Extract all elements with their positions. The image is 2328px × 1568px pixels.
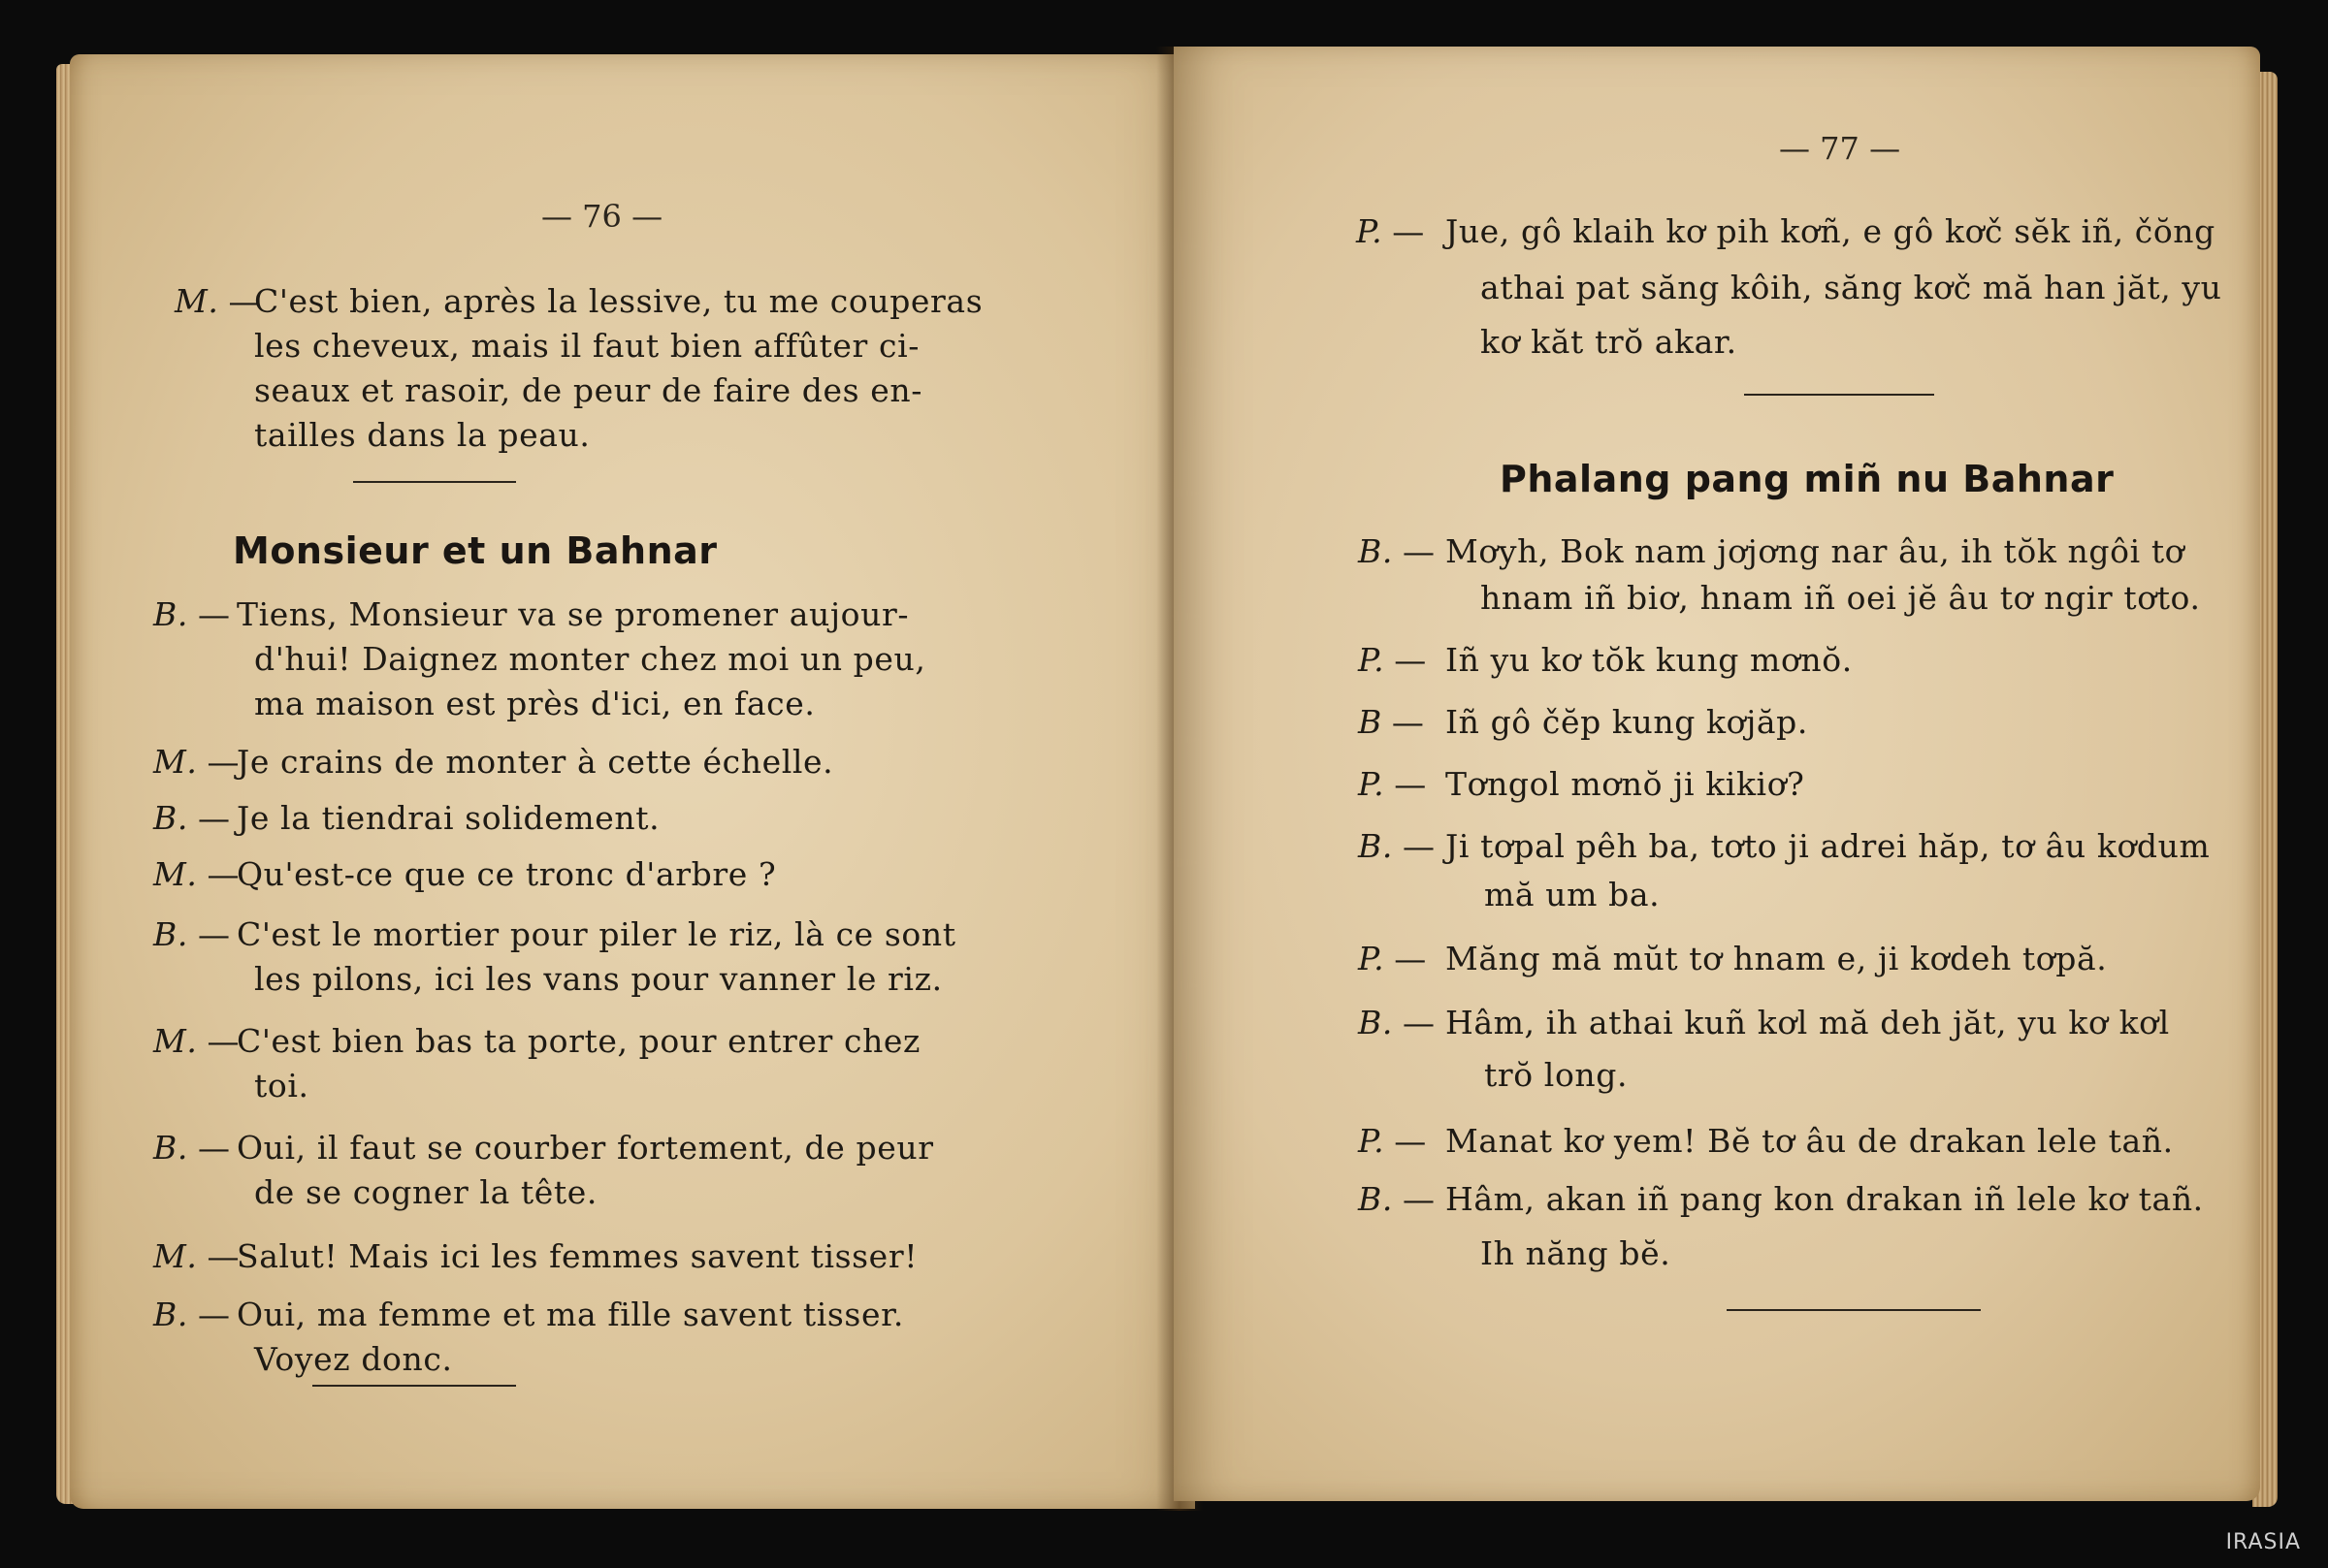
dialogue-line: Hâm, akan iñ pang kon drakan iñ lele kơ tañ. [1445, 1180, 2204, 1218]
dialogue-line: Salut! Mais ici les femmes savent tisser! [237, 1237, 919, 1275]
dialogue-line: Iñ gô čĕp kung kơjăp. [1445, 703, 1808, 741]
dialogue-line: Iñ yu kơ tŏk kung mơnŏ. [1445, 641, 1853, 679]
dialogue-line: hnam iñ biơ, hnam iñ oei jĕ âu tơ ngir tơto. [1480, 579, 2201, 617]
section-divider [1727, 1309, 1981, 1311]
speaker-label: B. — [1358, 1180, 1436, 1218]
dialogue-line: les cheveux, mais il faut bien affûter ci- [254, 327, 920, 365]
speaker-label: B. — [153, 915, 231, 953]
section-heading: Phalang pang miñ nu Bahnar [1500, 458, 2115, 500]
dialogue-line: trŏ long. [1484, 1056, 1629, 1094]
open-book [50, 47, 2272, 1520]
speaker-label: M. — [175, 282, 262, 320]
dialogue-line: Tiens, Monsieur va se promener aujour- [237, 595, 910, 633]
section-divider [353, 481, 516, 483]
dialogue-line: C'est bien bas ta porte, pour entrer chez [237, 1022, 922, 1060]
dialogue-line: Manat kơ yem! Bĕ tơ âu de drakan lele tañ. [1445, 1122, 2174, 1160]
dialogue-line: seaux et rasoir, de peur de faire des en- [254, 371, 923, 409]
page-number: — 77 — [1779, 130, 1901, 167]
speaker-label: B. — [1358, 1004, 1436, 1041]
dialogue-line: Je crains de monter à cette échelle. [237, 743, 834, 781]
dialogue-line: Oui, ma femme et ma fille savent tisser. [237, 1296, 904, 1333]
speaker-label: M. — [153, 1022, 241, 1060]
dialogue-line: Voyez donc. [254, 1340, 453, 1378]
left-page [70, 54, 1195, 1509]
dialogue-line: Ji tơpal pêh ba, tơto ji adrei hăp, tơ âu kơdum [1445, 827, 2211, 865]
dialogue-line: d'hui! Daignez monter chez moi un peu, [254, 640, 926, 678]
dialogue-line: Tơngol mơnŏ ji kikiơ? [1445, 765, 1805, 803]
speaker-label: P. — [1358, 641, 1427, 679]
section-heading: Monsieur et un Bahnar [233, 529, 718, 572]
dialogue-line: Măng mă mŭt tơ hnam e, ji kơdeh tơpă. [1445, 940, 2108, 977]
dialogue-line: Oui, il faut se courber fortement, de peur [237, 1129, 934, 1167]
section-divider [1744, 394, 1934, 396]
right-page [1174, 47, 2260, 1501]
dialogue-line: Je la tiendrai solidement. [237, 799, 661, 837]
speaker-label: B. — [153, 595, 231, 633]
watermark: IRASIA [2225, 1530, 2301, 1554]
speaker-label: P. — [1356, 212, 1425, 250]
dialogue-line: C'est bien, après la lessive, tu me couperas [254, 282, 984, 320]
dialogue-line: ma maison est près d'ici, en face. [254, 685, 816, 722]
dialogue-line: Ih năng bĕ. [1480, 1234, 1671, 1272]
speaker-label: B. — [153, 799, 231, 837]
speaker-label: B. — [153, 1296, 231, 1333]
dialogue-line: de se cogner la tête. [254, 1173, 598, 1211]
dialogue-line: kơ kăt trŏ akar. [1480, 323, 1737, 361]
speaker-label: M. — [153, 743, 241, 781]
speaker-label: P. — [1358, 1122, 1427, 1160]
speaker-label: M. — [153, 855, 241, 893]
speaker-label: M. — [153, 1237, 241, 1275]
dialogue-line: Jue, gô klaih kơ pih kơñ, e gô kơč sĕk iñ, čŏng [1445, 212, 2215, 250]
dialogue-line: les pilons, ici les vans pour vanner le riz. [254, 960, 943, 998]
speaker-label: B. — [1358, 532, 1436, 570]
page-number: — 76 — [541, 198, 663, 235]
speaker-label: B — [1358, 703, 1425, 741]
speaker-label: B. — [153, 1129, 231, 1167]
section-divider [312, 1385, 516, 1387]
speaker-label: B. — [1358, 827, 1436, 865]
dialogue-line: C'est le mortier pour piler le riz, là ce sont [237, 915, 956, 953]
dialogue-line: athai pat săng kôih, săng kơč mă han jăt, yu [1480, 269, 2222, 306]
speaker-label: P. — [1358, 940, 1427, 977]
speaker-label: P. — [1358, 765, 1427, 803]
dialogue-line: tailles dans la peau. [254, 416, 591, 454]
dialogue-line: Mơyh, Bok nam jơjơng nar âu, ih tŏk ngôi tơ [1445, 532, 2185, 570]
dialogue-line: toi. [254, 1067, 309, 1104]
dialogue-line: Qu'est-ce que ce tronc d'arbre ? [237, 855, 777, 893]
dialogue-line: Hâm, ih athai kuñ kơl mă deh jăt, yu kơ kơl [1445, 1004, 2170, 1041]
dialogue-line: mă um ba. [1484, 876, 1661, 913]
